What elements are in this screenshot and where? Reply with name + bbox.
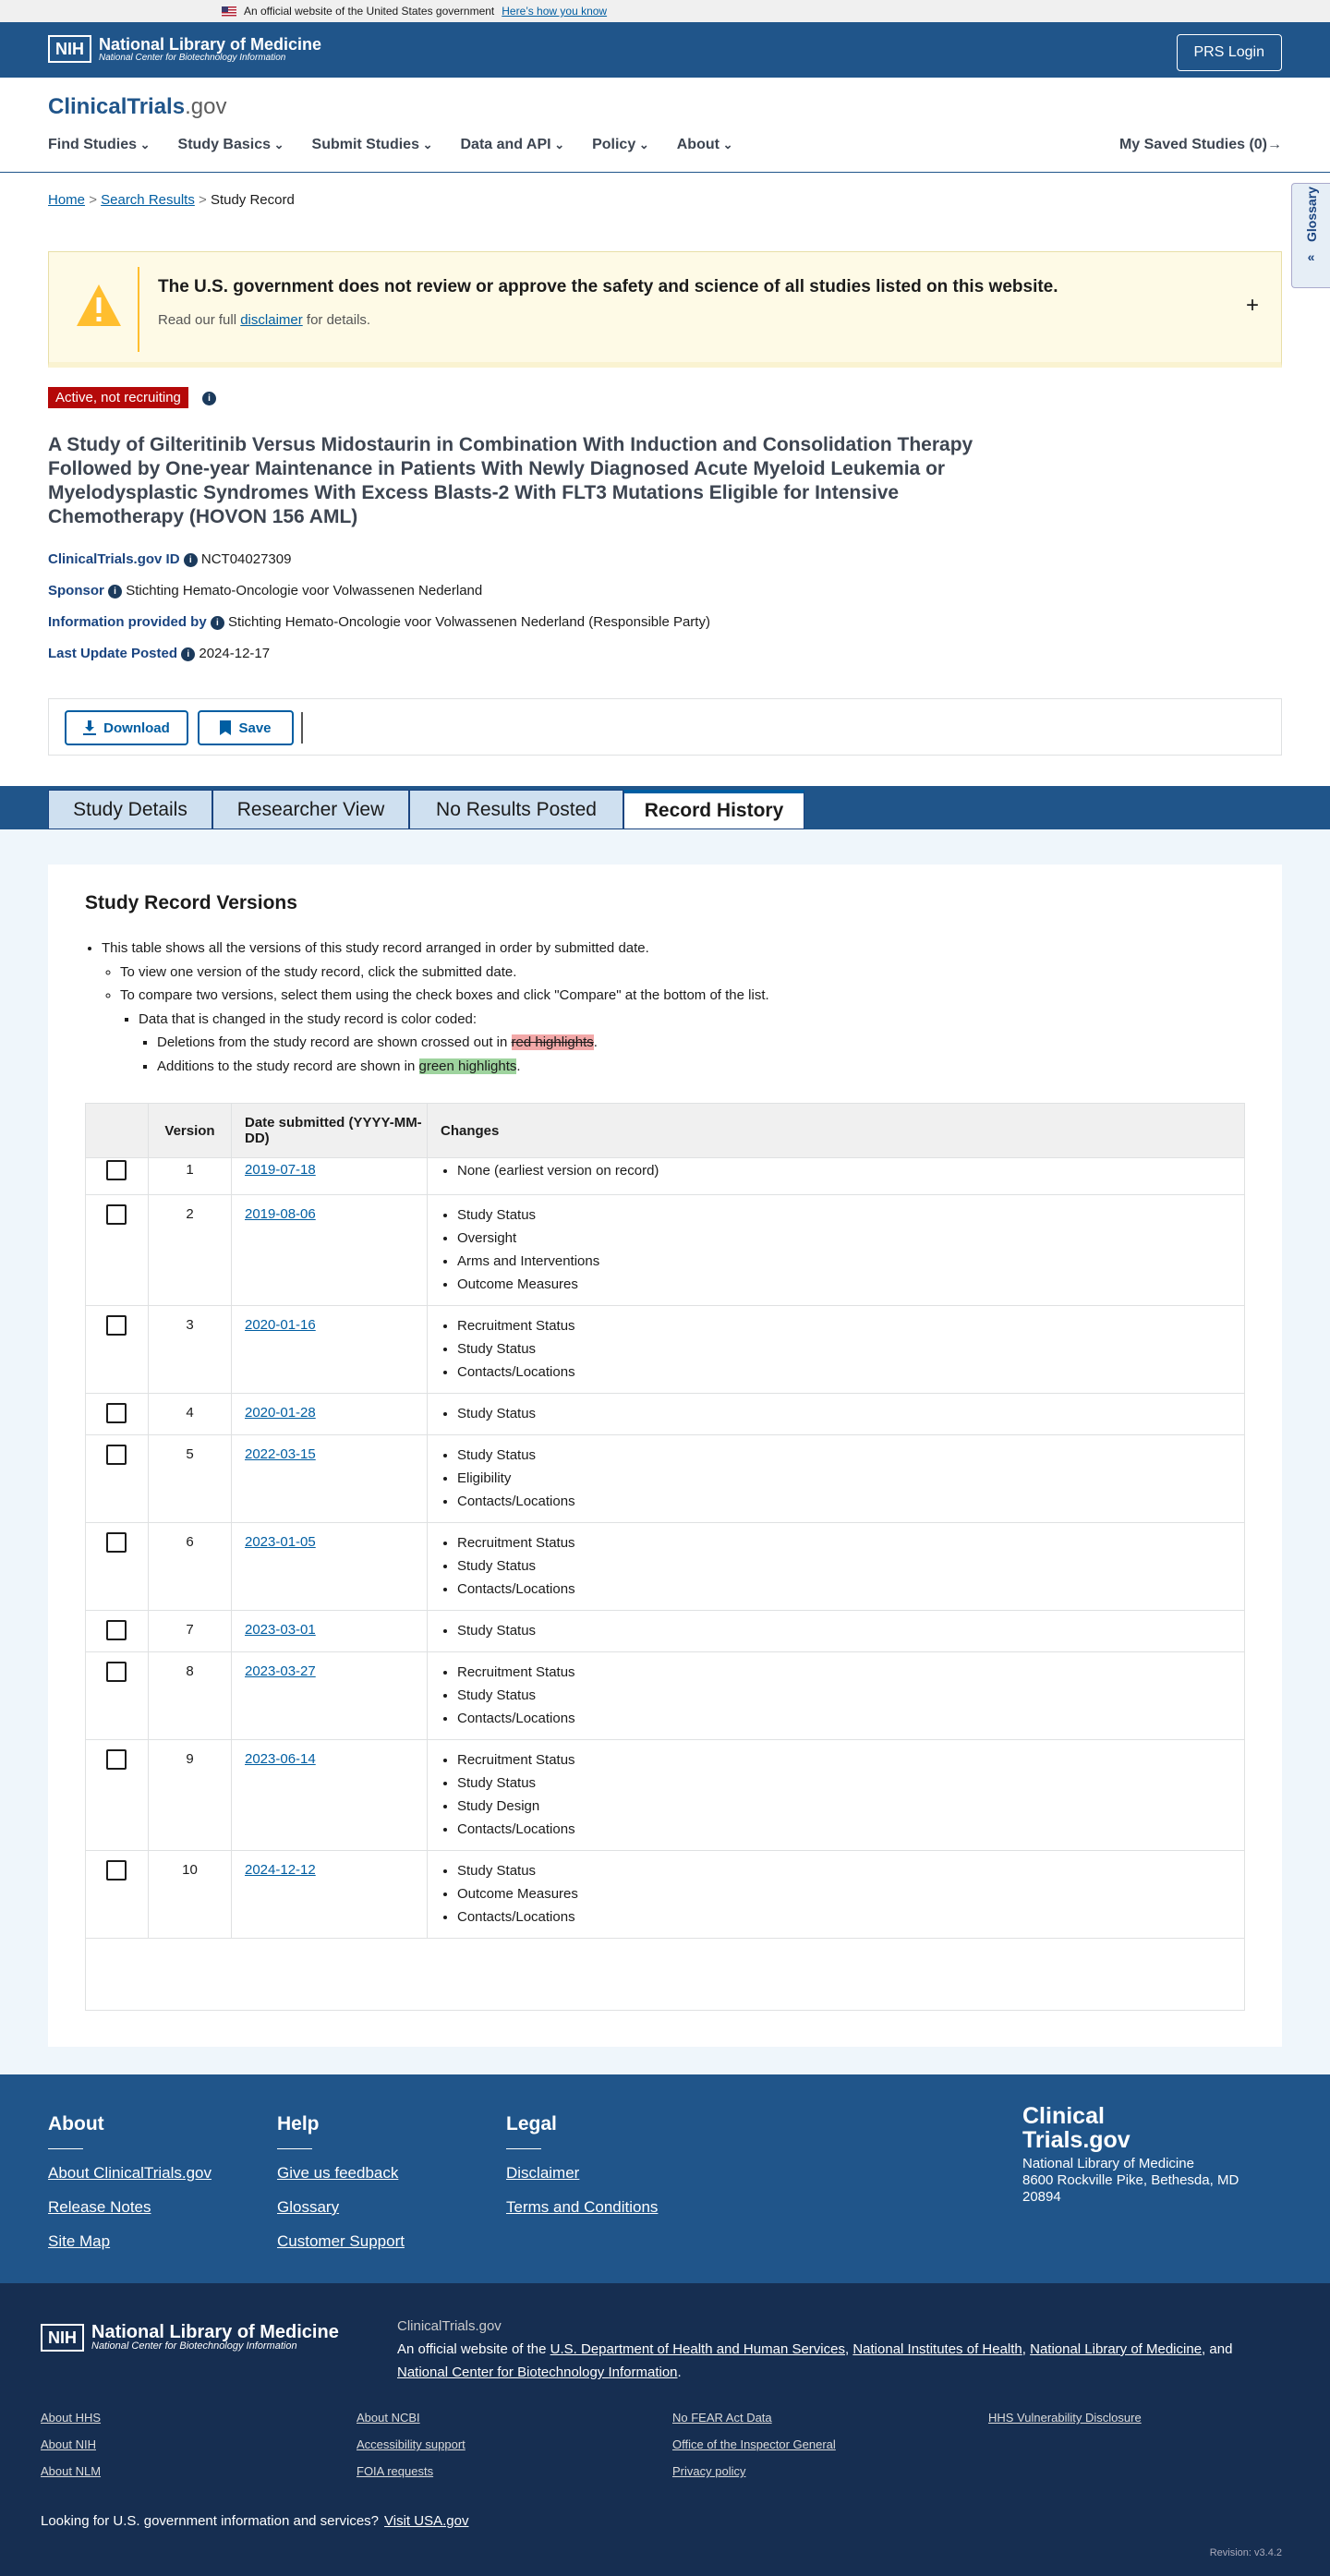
table-row (86, 1522, 1244, 1610)
version-number: 4 (149, 1394, 232, 1434)
last-update-label: Last Update Posted (48, 646, 178, 661)
bottom-link[interactable]: Office of the Inspector General (672, 2437, 836, 2451)
versions-table (85, 1103, 1245, 2011)
version-checkbox[interactable] (106, 1204, 127, 1225)
change-item: • Eligibility (457, 1467, 1244, 1490)
footer-address: 8600 Rockville Pike, Bethesda, MD 20894 (1022, 2172, 1239, 2205)
change-item: • Study Status (457, 1554, 1244, 1578)
change-item: • Study Status (457, 1444, 1244, 1467)
version-number: 7 (149, 1611, 232, 1651)
info-icon[interactable]: i (211, 616, 224, 630)
version-checkbox[interactable] (106, 1662, 127, 1682)
save-label: Save (238, 720, 272, 736)
header-date: Date submitted (YYYY-MM-DD) (232, 1104, 428, 1157)
nav-study-basics[interactable]: Study Basics ⌄ (178, 137, 284, 153)
footer-help-heading: Help (277, 2113, 320, 2135)
change-item: • Study Status (457, 1203, 1244, 1227)
nav-about[interactable]: About ⌄ (677, 137, 733, 153)
date-cell (232, 1195, 428, 1305)
changes-cell (428, 1851, 1244, 1938)
tab-study-details[interactable]: Study Details (48, 790, 212, 829)
sponsor-value: Stichting Hemato-Oncologie voor Volwassenen Nederland (126, 583, 483, 599)
nlm-link[interactable]: National Library of Medicine (1030, 2341, 1203, 2357)
change-item: • Contacts/Locations (457, 1578, 1244, 1601)
version-date-link[interactable]: 2024-12-12 (245, 1862, 316, 1878)
instruction-deletions: ▪ Deletions from the study record are shown crossed out in red highlights. (157, 1031, 769, 1055)
gov-banner (0, 0, 1330, 22)
info-icon[interactable]: i (181, 647, 195, 661)
changes-list (441, 1402, 1244, 1425)
header-select (86, 1104, 149, 1157)
version-date-link[interactable]: 2023-06-14 (245, 1751, 316, 1767)
select-cell (86, 1851, 149, 1938)
meta-id (48, 551, 291, 567)
date-cell (232, 1652, 428, 1739)
arrow-right-icon: → (1267, 137, 1282, 152)
change-item: • Outcome Measures (457, 1882, 1244, 1905)
versions-heading: Study Record Versions (85, 892, 297, 913)
change-item: • Oversight (457, 1227, 1244, 1250)
table-row (86, 1393, 1244, 1434)
changes-list (441, 1203, 1244, 1296)
table-row (86, 1194, 1244, 1305)
select-cell (86, 1523, 149, 1610)
version-number: 10 (149, 1851, 232, 1938)
version-number: 6 (149, 1523, 232, 1610)
glossary-tab[interactable] (1291, 183, 1330, 288)
tab-researcher-view[interactable]: Researcher View (212, 790, 409, 829)
id-value: NCT04027309 (200, 551, 292, 567)
footer-link[interactable]: Customer Support (277, 2232, 405, 2250)
table-row (86, 1305, 1244, 1393)
table-row (86, 1850, 1244, 1938)
nav-policy[interactable]: Policy ⌄ (592, 137, 649, 153)
download-label: Download (103, 720, 170, 736)
changes-list (441, 1314, 1244, 1384)
change-item: • Arms and Interventions (457, 1250, 1244, 1273)
footer-link[interactable]: Site Map (48, 2232, 111, 2250)
change-item: • Outcome Measures (457, 1273, 1244, 1296)
alert-heading: The U.S. government does not review or approve the safety and science of all studies listed on this website. (158, 277, 1058, 296)
version-date-link[interactable]: 2023-03-01 (245, 1622, 316, 1638)
select-cell (86, 1652, 149, 1739)
usa-gov-link[interactable]: Visit USA.gov (384, 2513, 469, 2529)
select-cell (86, 1740, 149, 1850)
change-item: • Contacts/Locations (457, 1818, 1244, 1841)
footer-logo-line1: Clinical (1022, 2103, 1105, 2129)
version-checkbox[interactable] (106, 1445, 127, 1465)
select-cell (86, 1611, 149, 1651)
disclaimer-alert (48, 251, 1282, 368)
nih-logo-box: NIH (41, 2324, 84, 2352)
change-item: • Recruitment Status (457, 1748, 1244, 1772)
meta-info-provided (48, 614, 710, 630)
change-item: • Study Status (457, 1684, 1244, 1707)
version-date-link[interactable]: 2023-01-05 (245, 1534, 316, 1550)
footer-help (277, 2113, 405, 2267)
red-highlight-sample: red highlights (511, 1034, 594, 1050)
version-checkbox[interactable] (106, 1860, 127, 1881)
study-title: A Study of Gilteritinib Versus Midostaurin in Combination With Induction and Consolidation Therapy Followed by One-year Maintenance in Patients With Newly Diagnosed Acute Myeloid Leukemia or Myelodysplastic Syndromes With Excess Blasts-2 With FLT3 Mutations Eligible for Intensive Chemotherapy (HOVON 156 AML) (48, 434, 973, 527)
instruction: • This table shows all the versions of this study record arranged in order by submitted date. (102, 937, 769, 961)
prs-login-button[interactable]: PRS Login (1177, 34, 1283, 71)
meta-sponsor (48, 583, 482, 599)
hhs-link[interactable]: U.S. Department of Health and Human Services (550, 2341, 845, 2357)
table-row (86, 1651, 1244, 1739)
footer-ctgov-logo (1022, 2104, 1253, 2206)
version-date-link[interactable]: 2023-03-27 (245, 1663, 316, 1679)
breadcrumb-search-results[interactable]: Search Results (101, 192, 195, 208)
version-checkbox[interactable] (106, 1620, 127, 1640)
gov-banner-text: An official website of the United States government (244, 5, 495, 18)
header-version: Version (149, 1104, 232, 1157)
nav-data-api[interactable]: Data and API ⌄ (460, 137, 564, 153)
footer-link[interactable]: Give us feedback (277, 2164, 399, 2182)
info-icon[interactable]: i (108, 585, 122, 599)
double-chevron-left-icon: « (1307, 249, 1315, 264)
alert-divider (138, 267, 139, 352)
changes-list (441, 1661, 1244, 1730)
change-item: • Recruitment Status (457, 1314, 1244, 1337)
saved-studies-link[interactable] (1119, 137, 1282, 153)
glossary-label: Glossary (1303, 187, 1319, 242)
brand-main: ClinicalTrials (48, 94, 186, 119)
footer-about (48, 2113, 212, 2267)
official-site-text: ClinicalTrials.gov An official website of the U.S. Department of Health and Human Services, National Institutes of Health, National Library of Medicine, and National Center for Biotechnology Information. (397, 2315, 1265, 2384)
change-item: • Study Status (457, 1402, 1244, 1425)
footer-link[interactable]: Disclaimer (506, 2164, 580, 2182)
version-date-link[interactable]: 2019-08-06 (245, 1206, 316, 1222)
change-item: • None (earliest version on record) (457, 1159, 1244, 1182)
version-checkbox[interactable] (106, 1403, 127, 1423)
change-item: • Study Status (457, 1772, 1244, 1795)
change-item: • Study Status (457, 1619, 1244, 1642)
usa-gov-prompt: Looking for U.S. government information and services? Visit USA.gov (41, 2513, 469, 2529)
change-item: • Contacts/Locations (457, 1361, 1244, 1384)
version-number: 3 (149, 1306, 232, 1393)
nlm-name: National Library of Medicine (91, 2322, 339, 2342)
bottom-link[interactable]: FOIA requests (357, 2464, 434, 2478)
nih-logo[interactable] (48, 35, 321, 63)
version-date-link[interactable]: 2019-07-18 (245, 1162, 316, 1178)
change-item: • Study Status (457, 1859, 1244, 1882)
changes-list (441, 1531, 1244, 1601)
nih-link[interactable]: National Institutes of Health (852, 2341, 1022, 2357)
brand-suffix: .gov (185, 94, 227, 119)
instruction: ◦ To compare two versions, select them using the check boxes and click "Compare" at the bottom of the list. (120, 984, 769, 1008)
nlm-footer-logo[interactable] (41, 2324, 339, 2352)
version-number: 8 (149, 1652, 232, 1739)
version-number: 5 (149, 1435, 232, 1522)
changes-cell (428, 1611, 1244, 1651)
green-highlight-sample: green highlights (418, 1058, 517, 1074)
main-menu (48, 137, 732, 153)
info-icon[interactable]: i (202, 392, 216, 405)
changes-list (441, 1159, 1244, 1182)
expand-icon[interactable]: + (1245, 293, 1259, 318)
footer-legal (506, 2113, 658, 2232)
nlm-name: National Library of Medicine (99, 34, 322, 54)
instruction-additions: ▪ Additions to the study record are shown in green highlights. (157, 1055, 769, 1079)
date-cell (232, 1394, 428, 1434)
change-item: • Study Status (457, 1337, 1244, 1361)
date-cell (232, 1740, 428, 1850)
info-provided-label: Information provided by (48, 614, 207, 630)
table-row (86, 1610, 1244, 1651)
date-cell (232, 1851, 428, 1938)
bottom-link[interactable]: HHS Vulnerability Disclosure (988, 2411, 1142, 2425)
changes-cell (428, 1158, 1244, 1194)
bottom-link[interactable]: Accessibility support (357, 2437, 466, 2451)
text-cursor (301, 712, 303, 744)
version-number: 9 (149, 1740, 232, 1850)
select-cell (86, 1195, 149, 1305)
breadcrumb-current: Study Record (210, 192, 295, 208)
table-row (86, 1157, 1244, 1194)
version-date-link[interactable]: 2020-01-28 (245, 1405, 316, 1421)
header-changes: Changes (441, 1122, 500, 1139)
info-provided-value: Stichting Hemato-Oncologie voor Volwassenen Nederland (Responsible Party) (228, 614, 710, 630)
bottom-link[interactable]: About NIH (41, 2437, 96, 2451)
changes-list (441, 1444, 1244, 1513)
status-badge: Active, not recruiting (48, 387, 188, 408)
select-cell (86, 1394, 149, 1434)
chevron-right-icon: > (199, 192, 207, 208)
how-you-know-link[interactable]: Here’s how you know (502, 5, 608, 18)
changes-list (441, 1748, 1244, 1841)
version-checkbox[interactable] (106, 1532, 127, 1553)
select-cell (86, 1158, 149, 1194)
save-button[interactable] (198, 710, 294, 745)
date-cell (232, 1435, 428, 1522)
footer-address-name: National Library of Medicine (1022, 2156, 1194, 2171)
ncbi-link[interactable]: National Center for Biotechnology Information (397, 2364, 678, 2380)
footer-link[interactable]: Terms and Conditions (506, 2198, 659, 2216)
instruction: ▪ Data that is changed in the study record is color coded: (139, 1008, 769, 1032)
select-cell (86, 1306, 149, 1393)
changes-cell (428, 1306, 1244, 1393)
revision-label: Revision: v3.4.2 (1209, 2547, 1282, 2558)
nav-find-studies[interactable]: Find Studies ⌄ (48, 137, 151, 153)
bottom-link[interactable]: Privacy policy (672, 2464, 746, 2478)
version-date-link[interactable]: 2020-01-16 (245, 1317, 316, 1333)
footer-logo-line2: Trials.gov (1022, 2127, 1130, 2153)
footer-link[interactable]: Release Notes (48, 2198, 151, 2216)
date-cell (232, 1306, 428, 1393)
nih-header (0, 22, 1330, 78)
breadcrumb (48, 192, 295, 208)
alert-text: Read our full disclaimer for details. (158, 312, 371, 328)
change-item: • Contacts/Locations (457, 1905, 1244, 1929)
versions-instructions (85, 937, 769, 1078)
table-header (86, 1104, 1244, 1157)
record-versions-card (48, 865, 1282, 2047)
chevron-right-icon: > (89, 192, 97, 208)
version-number: 1 (149, 1158, 232, 1194)
table-footer (86, 1938, 1244, 2010)
bottom-link[interactable]: About HHS (41, 2411, 102, 2425)
change-item: • Study Design (457, 1795, 1244, 1818)
change-item: • Contacts/Locations (457, 1707, 1244, 1730)
table-row (86, 1434, 1244, 1522)
footer-about-heading: About (48, 2113, 104, 2135)
version-checkbox[interactable] (106, 1160, 127, 1180)
bottom-link[interactable]: No FEAR Act Data (672, 2411, 772, 2425)
select-cell (86, 1435, 149, 1522)
version-date-link[interactable]: 2022-03-15 (245, 1446, 316, 1462)
site-footer (0, 2074, 1330, 2283)
change-item: • Contacts/Locations (457, 1490, 1244, 1513)
version-number: 2 (149, 1195, 232, 1305)
disclaimer-link[interactable]: disclaimer (240, 312, 303, 328)
clinicaltrials-logo[interactable] (48, 94, 226, 120)
changes-cell (428, 1195, 1244, 1305)
breadcrumb-home[interactable]: Home (48, 192, 86, 208)
ncbi-name: National Center for Biotechnology Information (91, 2340, 297, 2352)
bookmark-icon (220, 720, 231, 735)
table-body (86, 1157, 1244, 1938)
version-checkbox[interactable] (106, 1749, 127, 1770)
meta-last-update (48, 646, 270, 661)
bottom-site-name: ClinicalTrials.gov (397, 2318, 502, 2334)
nlm-footer (0, 2283, 1330, 2576)
info-icon[interactable]: i (184, 553, 198, 567)
action-bar (48, 698, 1282, 756)
footer-link[interactable]: Glossary (277, 2198, 340, 2216)
tab-no-results-posted[interactable]: No Results Posted (409, 790, 623, 829)
last-update-value: 2024-12-17 (199, 646, 271, 661)
ncbi-name: National Center for Biotechnology Information (99, 52, 286, 63)
date-cell (232, 1523, 428, 1610)
saved-studies-label: My Saved Studies (0) (1118, 137, 1267, 152)
date-cell (232, 1611, 428, 1651)
sponsor-label: Sponsor (48, 583, 104, 599)
id-label: ClinicalTrials.gov ID (48, 551, 180, 567)
changes-cell (428, 1435, 1244, 1522)
bottom-link[interactable]: About NCBI (357, 2411, 420, 2425)
warning-icon (75, 282, 123, 330)
changes-cell (428, 1394, 1244, 1434)
tab-record-history[interactable]: Record History (623, 790, 804, 829)
download-icon (83, 720, 96, 735)
bottom-link[interactable]: About NLM (41, 2464, 102, 2478)
nav-submit-studies[interactable]: Submit Studies ⌄ (312, 137, 433, 153)
changes-list (441, 1619, 1244, 1642)
us-flag-icon (222, 6, 236, 17)
footer-link[interactable]: About ClinicalTrials.gov (48, 2164, 212, 2182)
table-row (86, 1739, 1244, 1850)
date-cell (232, 1158, 428, 1194)
site-nav (0, 78, 1330, 173)
version-checkbox[interactable] (106, 1315, 127, 1336)
nih-logo-box: NIH (48, 35, 91, 63)
changes-cell (428, 1652, 1244, 1739)
change-item: • Recruitment Status (457, 1531, 1244, 1554)
change-item: • Recruitment Status (457, 1661, 1244, 1684)
footer-legal-heading: Legal (506, 2113, 557, 2135)
changes-cell (428, 1523, 1244, 1610)
study-tabs (0, 786, 1330, 829)
instruction: ◦ To view one version of the study record, click the submitted date. (120, 961, 769, 985)
download-button[interactable] (65, 710, 188, 745)
changes-cell (428, 1740, 1244, 1850)
changes-list (441, 1859, 1244, 1929)
